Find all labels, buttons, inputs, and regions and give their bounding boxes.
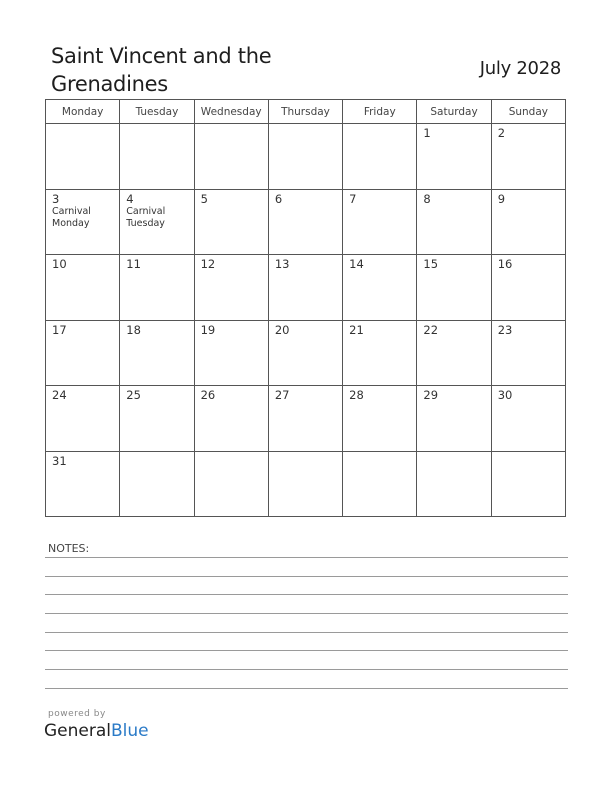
note-line bbox=[45, 594, 568, 595]
day-number: 1 bbox=[423, 126, 431, 140]
day-cell[interactable] bbox=[417, 451, 491, 517]
day-number: 28 bbox=[349, 388, 364, 402]
day-cell[interactable] bbox=[491, 189, 565, 255]
day-number: 26 bbox=[200, 388, 216, 402]
note-line bbox=[45, 669, 568, 670]
day-number: 18 bbox=[126, 322, 141, 337]
weekday-header: Saturday bbox=[417, 100, 491, 124]
day-number: 7 bbox=[349, 191, 357, 206]
holiday-label: Carnival Monday bbox=[52, 205, 91, 229]
day-cell[interactable] bbox=[417, 255, 491, 321]
day-number: 20 bbox=[274, 322, 290, 337]
day-cell[interactable] bbox=[120, 255, 194, 321]
day-cell[interactable] bbox=[417, 386, 491, 452]
day-number: 10 bbox=[52, 257, 67, 271]
day-cell[interactable] bbox=[46, 320, 120, 386]
day-number: 15 bbox=[423, 257, 439, 271]
week-row bbox=[46, 320, 566, 386]
day-number: 4 bbox=[126, 191, 134, 206]
day-cell[interactable] bbox=[417, 189, 491, 255]
day-number: 2 bbox=[497, 126, 506, 140]
day-cell[interactable] bbox=[491, 386, 565, 452]
day-cell[interactable] bbox=[194, 124, 268, 190]
day-number: 23 bbox=[497, 322, 513, 337]
weekday-header: Monday bbox=[46, 100, 120, 124]
note-line bbox=[45, 613, 568, 614]
brand-logo[interactable] bbox=[44, 721, 149, 741]
note-line bbox=[45, 650, 568, 651]
day-cell[interactable] bbox=[194, 451, 268, 517]
day-cell[interactable] bbox=[120, 386, 194, 452]
day-number: 24 bbox=[52, 388, 67, 402]
day-cell[interactable] bbox=[491, 255, 565, 321]
week-row bbox=[46, 386, 566, 452]
day-number: 6 bbox=[274, 191, 283, 206]
day-number: 19 bbox=[200, 322, 216, 337]
day-cell[interactable] bbox=[120, 451, 194, 517]
powered-by-text: powered by bbox=[48, 709, 106, 719]
day-number: 21 bbox=[349, 322, 364, 337]
day-cell[interactable] bbox=[343, 451, 417, 517]
day-cell[interactable] bbox=[194, 255, 268, 321]
day-number: 11 bbox=[126, 257, 141, 271]
week-row bbox=[46, 189, 566, 255]
note-line bbox=[45, 557, 568, 558]
day-cell[interactable] bbox=[46, 189, 120, 255]
day-cell[interactable] bbox=[343, 255, 417, 321]
day-cell[interactable] bbox=[46, 124, 120, 190]
day-cell[interactable] bbox=[491, 320, 565, 386]
day-number: 31 bbox=[52, 453, 67, 468]
day-number: 29 bbox=[423, 388, 439, 402]
note-line bbox=[45, 688, 568, 689]
day-number: 14 bbox=[349, 257, 364, 271]
day-number: 25 bbox=[126, 388, 141, 402]
week-row bbox=[46, 124, 566, 190]
weekday-header: Wednesday bbox=[194, 100, 268, 124]
day-cell[interactable] bbox=[268, 189, 342, 255]
day-cell[interactable] bbox=[120, 124, 194, 190]
calendar-grid bbox=[45, 99, 566, 517]
day-cell[interactable] bbox=[491, 124, 565, 190]
day-cell[interactable] bbox=[268, 320, 342, 386]
day-cell[interactable] bbox=[120, 320, 194, 386]
day-cell[interactable] bbox=[268, 124, 342, 190]
brand-blue: Blue bbox=[111, 721, 149, 741]
notes-label: NOTES: bbox=[48, 542, 90, 555]
day-cell[interactable] bbox=[194, 386, 268, 452]
day-cell[interactable] bbox=[46, 255, 120, 321]
day-number: 22 bbox=[423, 322, 439, 337]
weekday-header: Tuesday bbox=[120, 100, 194, 124]
weekday-header-row bbox=[46, 100, 566, 124]
weekday-header: Friday bbox=[343, 100, 417, 124]
day-cell[interactable] bbox=[268, 386, 342, 452]
day-cell[interactable] bbox=[46, 451, 120, 517]
page-title: Saint Vincent and the Grenadines bbox=[51, 44, 272, 96]
day-number: 13 bbox=[274, 257, 290, 271]
day-number: 5 bbox=[200, 191, 208, 206]
day-cell[interactable] bbox=[417, 320, 491, 386]
day-cell[interactable] bbox=[343, 320, 417, 386]
day-cell[interactable] bbox=[120, 189, 194, 255]
note-line bbox=[45, 576, 568, 577]
day-number: 9 bbox=[497, 191, 506, 206]
day-cell[interactable] bbox=[194, 189, 268, 255]
weekday-header: Thursday bbox=[268, 100, 342, 124]
holiday-label: Carnival Tuesday bbox=[126, 205, 166, 229]
day-cell[interactable] bbox=[268, 451, 342, 517]
day-cell[interactable] bbox=[343, 386, 417, 452]
day-cell[interactable] bbox=[417, 124, 491, 190]
day-number: 27 bbox=[274, 388, 290, 402]
day-cell[interactable] bbox=[491, 451, 565, 517]
day-cell[interactable] bbox=[194, 320, 268, 386]
day-number: 17 bbox=[52, 322, 67, 337]
day-cell[interactable] bbox=[46, 386, 120, 452]
week-row bbox=[46, 255, 566, 321]
day-cell[interactable] bbox=[343, 189, 417, 255]
week-row bbox=[46, 451, 566, 517]
day-cell[interactable] bbox=[343, 124, 417, 190]
brand-general: General bbox=[44, 721, 111, 741]
weekday-header: Sunday bbox=[491, 100, 565, 124]
day-cell[interactable] bbox=[268, 255, 342, 321]
day-number: 8 bbox=[423, 191, 431, 206]
month-year-label: July 2028 bbox=[479, 58, 561, 79]
day-number: 12 bbox=[200, 257, 216, 271]
day-number: 16 bbox=[497, 257, 513, 271]
day-number: 30 bbox=[497, 388, 513, 402]
note-line bbox=[45, 632, 568, 633]
day-number: 3 bbox=[52, 191, 60, 206]
